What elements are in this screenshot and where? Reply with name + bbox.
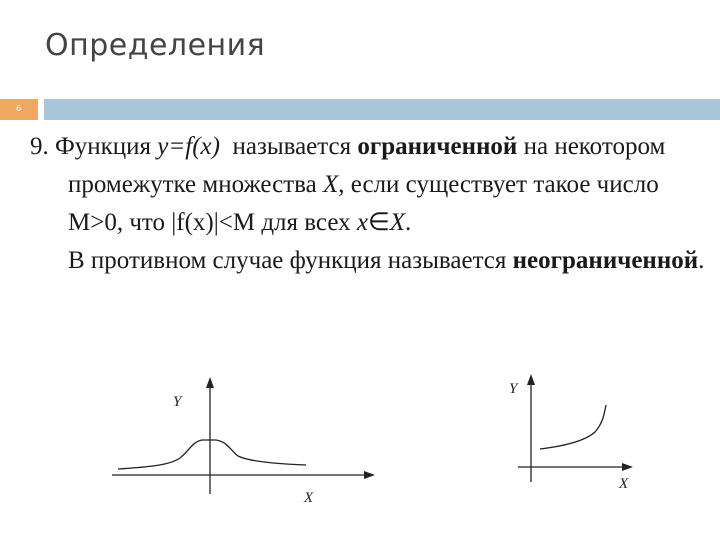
text-exists: существует такое число M>0, что |f(x)|<M [68,171,659,236]
word-called: называется [232,133,352,160]
set-X: X [389,209,406,236]
set-symbol: X [322,171,339,198]
period: . [405,209,412,236]
period: . [698,247,705,274]
y-axis-label: Y [173,394,182,410]
word-function: Функция [55,133,152,160]
x-axis-arrow [622,463,633,471]
y-axis-label: Y [509,381,518,397]
text-forall: для всех [261,209,351,236]
text-if: , если [338,171,400,198]
definition-number: 9. [30,133,49,160]
slide-title: Определения [45,28,266,63]
term-unbounded: неограниченной [512,247,699,274]
y-axis-arrow [527,374,535,385]
x-axis-label: X [304,490,314,506]
word-on: на [523,133,549,160]
graph-unbounded [509,374,633,492]
bounded-curve [118,440,306,469]
function-formula: y=f(x) [157,133,220,160]
x-axis-label: X [619,476,629,492]
y-axis-arrow [206,377,214,388]
variable-x: x [356,209,368,236]
text-interval: некотором промежутке множества [68,133,666,198]
graph-bounded [112,377,375,506]
otherwise-text: В противном случае функция называется [68,247,507,274]
unbounded-curve [540,405,606,449]
element-of-symbol: ∈ [367,209,390,236]
term-bounded: ограниченной [357,133,518,160]
x-axis-arrow [364,471,375,479]
page-number: 6 [16,104,22,113]
